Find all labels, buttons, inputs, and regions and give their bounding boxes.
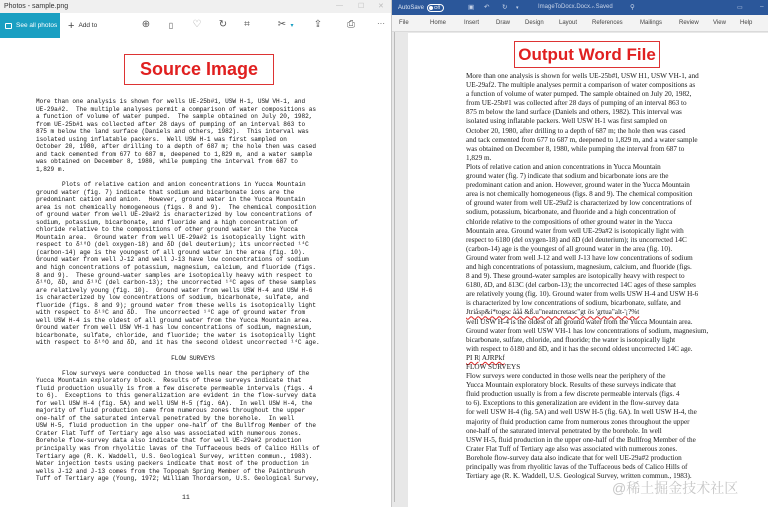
print-icon[interactable]: ⎙ xyxy=(347,19,355,30)
tab-home[interactable]: Home xyxy=(430,20,447,26)
doc-line: fluid production usually is from a few discrete permeable intervals (figs. 4 xyxy=(466,390,680,399)
doc-line: for well USW H-4 (fig. 5A) and well USW H-5 (fig. 6A). In well USW H-4, the xyxy=(466,408,697,417)
doc-line: bicarbonate, sulfate, chloride, and fluoride; the water is isotopically light xyxy=(466,335,676,344)
photos-title-bar xyxy=(0,0,391,13)
customize-toolbar-icon[interactable]: ▾ xyxy=(516,5,519,11)
text-line: are relatively young (fig. 10). Ground water from wells USW H-4 and USW H-6 xyxy=(36,286,313,294)
page-number: 11 xyxy=(182,494,190,501)
doc-line: UE-29af2. The multiple analyses permit a comparison of water compositions as xyxy=(466,81,696,90)
doc-line: Ground water from well USW VH-1 has low concentrations of sodium, magnesium, xyxy=(466,326,709,335)
doc-line: More than one analysis is shown for wells UE-25b#l, USW H1, USW VH-1, and xyxy=(466,72,699,80)
favorite-icon[interactable]: ♡ xyxy=(192,19,202,30)
watermark: @稀土掘金技术社区 xyxy=(612,480,739,496)
doc-line: USW H-5, fluid production in the upper one-half of the Bullfrog Member of the xyxy=(466,435,696,444)
word-window xyxy=(392,0,768,507)
tab-references[interactable]: References xyxy=(592,20,623,26)
doc-line: from UE-25b#1 was collected after 28 days of pumping of an interval 863 to xyxy=(466,99,687,108)
close-button[interactable]: ✕ xyxy=(378,3,384,10)
doc-line: 1,829 m. xyxy=(466,153,492,162)
doc-line: of ground water from well UE-29af2 is characterized by low concentrations of xyxy=(466,199,692,208)
text-line: Borehole flow-survey data also indicate that for well UE-29a#2 production xyxy=(36,437,302,445)
save-icon[interactable]: ▣ xyxy=(468,4,475,11)
document-title: ImageToDocx.Docx... xyxy=(538,4,596,10)
doc-line: Mountain area. Ground water from well UE-29a#2 is isotopically light with xyxy=(466,226,684,235)
text-line: area is not chemically homogeneous (figs. 8 and 9). The chemical composition xyxy=(36,203,317,211)
share-icon[interactable]: ⇪ xyxy=(313,19,323,30)
text-line: Crater Flat Tuff of Tertiary age also was associated with numerous zones. xyxy=(36,429,302,437)
text-line: (carbon-14) age is the youngest of all ground water in the area (fig. 10). xyxy=(36,248,306,256)
text-line: a function of volume of water pumped. The sample obtained on July 20, 1982, xyxy=(36,113,313,121)
doc-line: Tertiary age (R. K. Waddell, U.S. Geological Survey, written commun., 1983). xyxy=(466,472,692,481)
doc-line: is characterized by low concentrations of sodium, bicarbonate, sulfate, and xyxy=(466,299,681,308)
tab-insert[interactable]: Insert xyxy=(464,20,480,26)
doc-line: 6180, δD, and δ13C (del carbon-13); the uncorrected 14C ages of these samples xyxy=(466,281,696,290)
doc-line: 875 m below the land surface (Daniels and others, 1982). This interval was xyxy=(466,108,682,117)
tab-view[interactable]: View xyxy=(713,20,726,26)
delete-icon[interactable]: ▯ xyxy=(168,21,174,30)
minimize-button[interactable]: — xyxy=(336,2,343,9)
text-line: bicarbonate, sulfate, chloride, and fluoride; the water is isotopically light xyxy=(36,331,317,339)
doc-line: Yucca Mountain exploratory block. Results of these surveys indicate that xyxy=(466,381,676,390)
minimize-button[interactable]: – xyxy=(760,3,764,10)
doc-line: October 20, 1980, after drilling to a depth of 687 m; the hole then was cased xyxy=(466,126,686,135)
text-line: from UE-25b#1 was collected after 28 days of pumping of an interval 863 to xyxy=(36,120,306,128)
text-line: Flow surveys were conducted in those wells near the periphery of the xyxy=(62,369,310,377)
doc-line: chloride relative to the compositions of other ground water in the Yucca xyxy=(466,217,673,226)
doc-line: was obtained on December 8, 1980, while pumping the interval from 687 to xyxy=(466,144,685,153)
doc-line: a function of volume of water pumped. The sample obtained on July 20, 1982, xyxy=(466,90,692,99)
text-line: Ground water from well J-12 and well J-13 have low concentrations of sodium xyxy=(36,256,309,264)
photos-toolbar xyxy=(0,13,391,38)
doc-line: FLOW SURVEYS xyxy=(466,363,521,371)
text-line: isolated using inflatable packers. Well USW H-1 was first sampled on xyxy=(36,135,287,143)
doc-line: Borehole flow-survey data also indicate that for well UE-29a#2 production xyxy=(466,453,682,462)
doc-line: are relatively young (fig. 10). Ground water from wells USW H-4 and USW H-6 xyxy=(466,290,699,299)
source-image-label: Source Image xyxy=(124,54,274,85)
doc-line: Flow surveys were conducted in those wells near the periphery of the xyxy=(466,372,666,381)
scanned-text xyxy=(36,98,350,483)
doc-line: PI R| AJRPkf xyxy=(466,353,505,362)
maximize-button[interactable]: ☐ xyxy=(358,3,365,10)
text-line: Ground water from well USW VH-1 has low concentrations of sodium, magnesium, xyxy=(36,324,313,332)
text-line: USW H-5, fluid production in the upper one-half of the Bullfrog Member of the xyxy=(36,422,317,430)
doc-line: well USW H-4 is the oldest of all ground water from the Yucca Mountain area. xyxy=(466,317,693,326)
text-line: and tack cemented from 677 to 687 m, deepened to 1,829 m, and a water sample xyxy=(36,150,313,158)
text-line: of ground water from well UE-29a#2 is characterized by low concentrations of xyxy=(36,211,313,219)
photos-icon xyxy=(5,23,12,29)
doc-line: 8 and 9). These ground-water samples are isotopically heavy with respect to xyxy=(466,272,685,281)
text-line: Plots of relative cation and anion concentrations in Yucca Mountain xyxy=(62,180,306,188)
text-line: was obtained on December 8, 1980, while pumping the interval from 687 to xyxy=(36,158,298,166)
scan-paragraph-3 xyxy=(36,370,350,483)
text-line: chloride relative to the compositions of other ground water in the Yucca xyxy=(36,226,298,234)
text-line: Yucca Mountain exploratory block. Results of these surveys indicate that xyxy=(36,377,302,385)
vertical-ruler xyxy=(394,32,395,502)
doc-line: sodium, potassium, bicarbonate, and fluoride and a high concentration of xyxy=(466,208,676,217)
doc-line: isolated using inflatable packers. Well USW H-1 was first sampled on xyxy=(466,117,667,126)
text-line: UE-29a#2. The multiple analyses permit a comparison of water compositions as xyxy=(36,105,317,113)
doc-line: area is not chemically homogeneous (figs. 8 and 9). The chemical composition xyxy=(466,190,693,199)
undo-icon[interactable]: ↶ xyxy=(484,4,490,11)
text-line: 8 and 9). These ground-water samples are isotopically heavy with respect to xyxy=(36,271,313,279)
doc-line: predominant cation and anion. However, ground water in the Yucca Mountain xyxy=(466,181,690,190)
text-line: fluoride (figs. 8 and 9); ground water from these wells is isotopically light xyxy=(36,301,317,309)
tab-file[interactable]: File xyxy=(399,20,409,26)
rotate-icon[interactable]: ↻ xyxy=(218,19,228,30)
tab-design[interactable]: Design xyxy=(525,20,544,26)
toggle-knob xyxy=(429,6,433,10)
add-to-button[interactable] xyxy=(68,20,97,32)
text-line: Water injection tests using packers indicate that most of the production in xyxy=(36,460,309,468)
doc-line: Plots of relative cation and anion concentrations in Yucca Mountain xyxy=(466,162,661,171)
doc-line: (carbon-14) age is the youngest of all ground water in the area (fig. 10). xyxy=(466,244,673,253)
plus-icon: + xyxy=(68,19,75,32)
text-line: 1,829 m. xyxy=(36,165,66,173)
section-heading: FLOW SURVEYS xyxy=(171,354,215,362)
doc-line: Jtriåsp&i*togsc ååå &ß.u"neatncretasc"gt ös 'grtua"alt-'¡?%t xyxy=(466,308,640,317)
output-word-label: Output Word File xyxy=(514,41,660,68)
doc-line: Ground water from well J-12 and well J-13 have low concentrations of sodium xyxy=(466,253,693,262)
doc-line: to 6). Exceptions to this generalization are evident in the flow-survey data xyxy=(466,399,679,408)
text-line: Tuff of Tertiary age (Young, 1972; William Thordarson, U.S. Geological Survey, xyxy=(36,475,320,483)
text-line: to 6). Exceptions to this generalization are evident in the flow-survey data xyxy=(36,392,317,400)
text-line: majority of fluid production came from numerous zones throughout the upper xyxy=(36,407,306,415)
text-line: principally was from rhyolitic lavas of the Tuffaceous beds of Calico Hills of xyxy=(36,445,320,453)
doc-line: Crater Flat Tuff of Tertiary age also was associated with numerous zones. xyxy=(466,444,678,453)
tab-review[interactable]: Review xyxy=(679,20,699,26)
add-to-label: Add to xyxy=(78,22,98,29)
see-all-photos-button[interactable] xyxy=(0,13,60,38)
more-icon[interactable]: ··· xyxy=(377,19,385,28)
text-line: ground water (fig. 7) indicate that sodium and bicarbonate ions are the xyxy=(36,188,295,196)
doc-line: and high concentrations of potassium, magnesium, calcium, and fluoride (figs. xyxy=(466,262,692,271)
doc-line: respect to 6180 (del oxygen-18) and δD (del deuterium); its uncorrected 14C xyxy=(466,235,687,244)
scan-paragraph-1 xyxy=(36,98,350,173)
text-line: predominant cation and anion. However, ground water in the Yucca Mountain xyxy=(36,196,306,204)
text-line: with respect to δ¹⁸O and δD, and it has the second oldest uncorrected ¹⁴C age. xyxy=(36,339,320,347)
text-line: well USW H-4 is the oldest of all ground water from the Yucca Mountain area. xyxy=(36,316,313,324)
saved-status[interactable]: - Saved xyxy=(592,4,613,10)
doc-line: majority of fluid production came from numerous zones throughout the upper xyxy=(466,417,690,426)
tab-layout[interactable]: Layout xyxy=(559,20,578,26)
zoom-icon[interactable]: ⊕ xyxy=(141,19,151,30)
document-page[interactable] xyxy=(408,33,768,507)
text-line: is characterized by low concentrations of sodium, bicarbonate, sulfate, and xyxy=(36,294,309,302)
doc-line: principally was from rhyolitic lavas of the Tuffaceous beds of Calico Hills of xyxy=(466,463,688,472)
tab-help[interactable]: Help xyxy=(740,20,753,26)
text-line: sodium, potassium, bicarbonate, and fluoride and a high concentration of xyxy=(36,218,298,226)
text-line: Tertiary age (R. K. Waddell, U.S. Geological Survey, written commun., 1983). xyxy=(36,452,313,460)
doc-line: one-half of the saturated interval penetrated by the borehole. In well xyxy=(466,426,662,435)
document-body-text[interactable] xyxy=(466,72,756,481)
autosave-toggle[interactable] xyxy=(427,4,444,12)
text-line: respect to δ¹⁸O (del oxygen-18) and δD (del deuterium); its uncorrected ¹⁴C xyxy=(36,241,309,249)
text-line: October 20, 1980, after drilling to a depth of 687 m; the hole then was cased xyxy=(36,143,317,151)
text-line: 875 m below the land surface (Daniels and others, 1982). This interval was xyxy=(36,128,309,136)
text-line: wells J-12 and J-13 comes from the Topopah Spring Member of the Paintbrush xyxy=(36,467,306,475)
ribbon-display-icon[interactable]: ▭ xyxy=(737,5,743,11)
text-line: one-half of the saturated interval penetrated by the borehole. In well xyxy=(36,414,295,422)
tab-draw[interactable]: Draw xyxy=(496,20,511,26)
text-line: δ¹⁸O, δD, and δ¹³C (del carbon-13); the uncorrected ¹⁴C ages of these samples xyxy=(36,279,317,287)
doc-line: ground water (fig. 7) indicate that sodium and bicarbonate ions are the xyxy=(466,172,669,181)
edit-icon[interactable]: ✂ xyxy=(277,19,287,30)
text-line: with respect to δ¹³C and δD. The uncorrected ¹⁴C age of ground water from xyxy=(36,309,306,317)
doc-line: with respect to ô180 and δD, and it has the second oldest uncorrected 14C age. xyxy=(466,344,693,353)
text-line: Mountain area. Ground water from well UE-29a#2 is isotopically light with xyxy=(36,233,306,241)
chevron-down-icon[interactable]: ▾ xyxy=(290,23,294,29)
doc-line: and tack cemented from 677 to 687 m, deepened to 1,829 m, and a water sample xyxy=(466,135,698,144)
text-line: fluid production usually is from a few discrete permeable intervals (figs. 4 xyxy=(36,384,313,392)
text-line: for well USW H-4 (fig. 5A) and well USW H-5 (fig. 6A). In well USW H-4, the xyxy=(36,399,313,407)
search-icon[interactable]: ⚲ xyxy=(630,4,635,11)
tab-mailings[interactable]: Mailings xyxy=(640,20,663,26)
text-line: More than one analysis is shown for wells UE-25b#1, USW H-1, USW VH-1, and xyxy=(36,98,306,105)
crop-icon[interactable]: ⌗ xyxy=(244,19,250,30)
photos-window-title: Photos - sample.png xyxy=(4,3,69,10)
scan-paragraph-2 xyxy=(36,181,350,347)
autosave-label: AutoSave xyxy=(398,4,425,11)
word-title-bar xyxy=(392,0,768,15)
see-all-photos-label: See all photos xyxy=(16,22,58,29)
autosave-state: Off xyxy=(434,5,440,10)
redo-icon[interactable]: ↻ xyxy=(502,4,508,11)
text-line: and high concentrations of potassium, magnesium, calcium, and fluoride (figs. xyxy=(36,263,317,271)
ribbon-tabs xyxy=(392,15,768,32)
